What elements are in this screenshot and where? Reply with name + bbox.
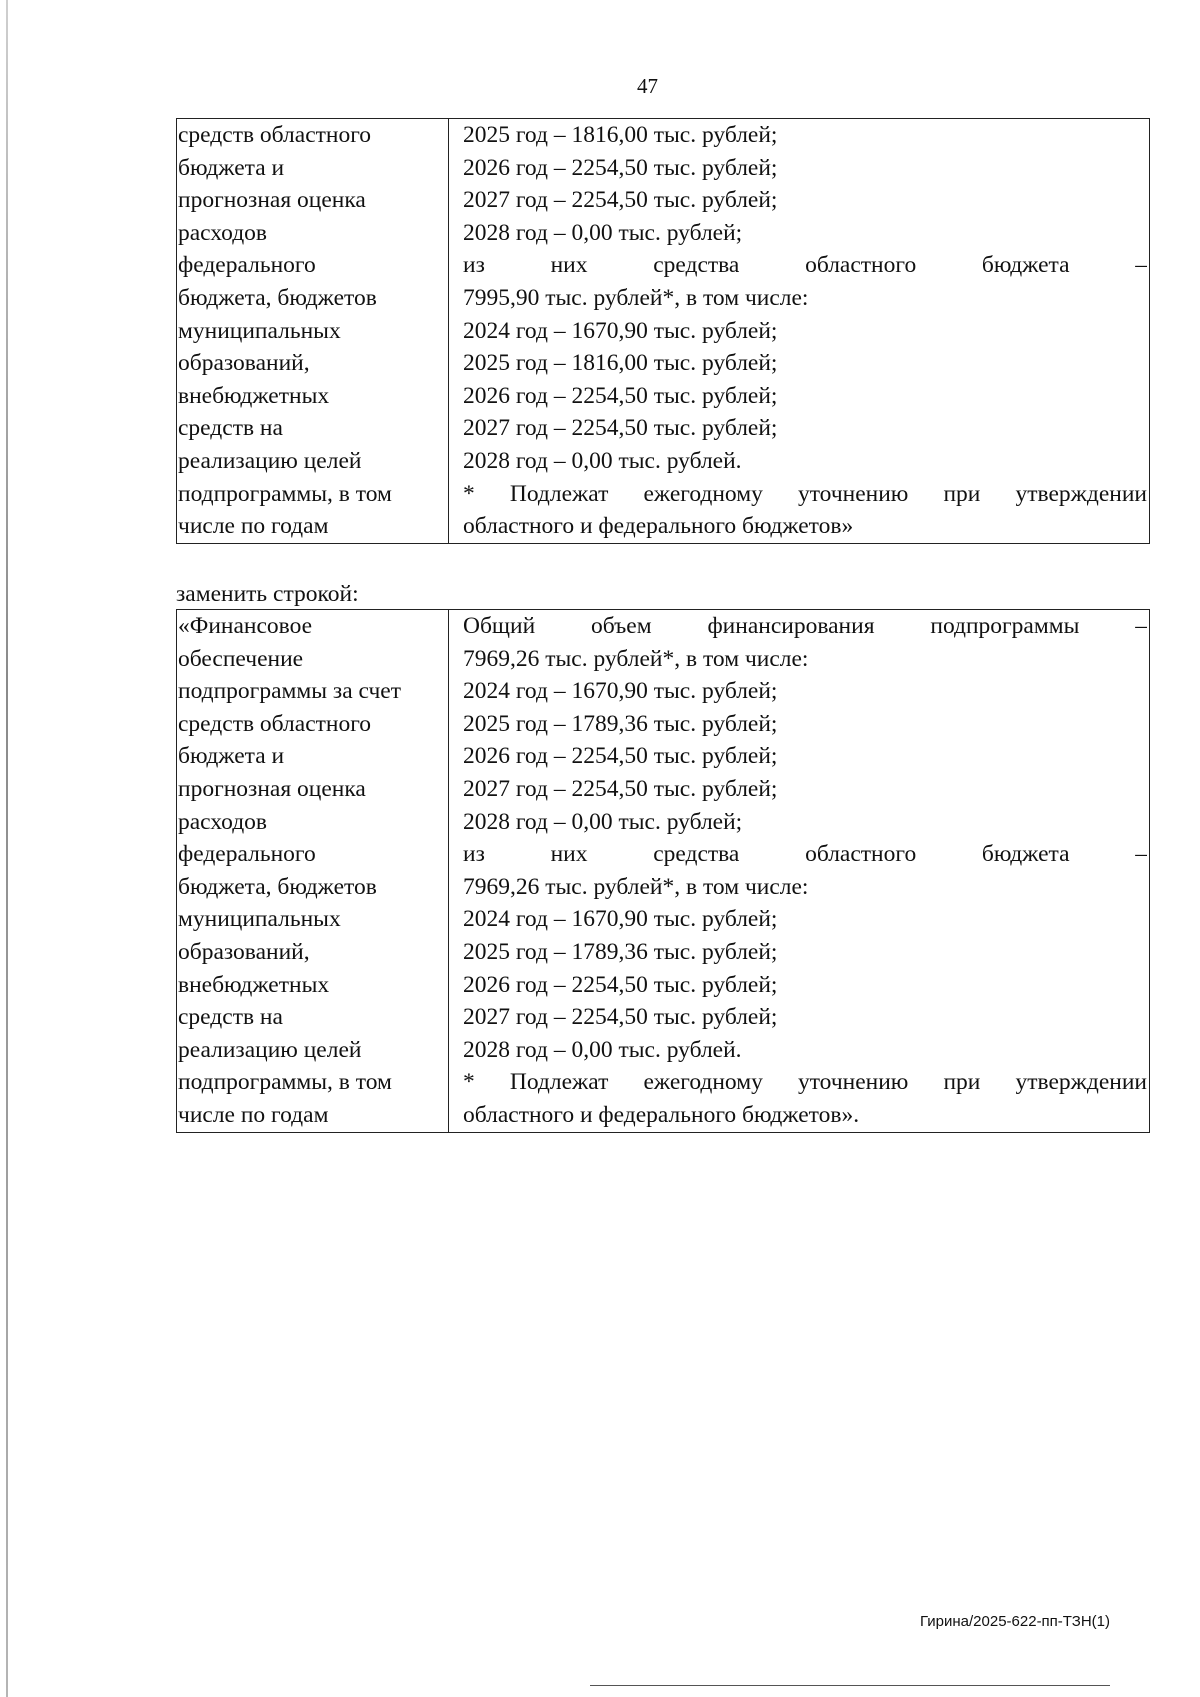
text-line: областного и федерального бюджетов» (463, 513, 854, 540)
text-line: 2025 год – 1816,00 тыс. рублей; (463, 122, 778, 148)
replace-caption: заменить строкой: (176, 581, 359, 607)
text-line: средств областного (178, 710, 372, 737)
text-line: образований, (178, 938, 310, 965)
text-line: 2028 год – 0,00 тыс. рублей; (463, 808, 743, 835)
text-line: 2024 год – 1670,90 тыс. рублей; (463, 678, 778, 705)
text-line: расходов (178, 219, 268, 246)
bottom-rule (590, 1685, 1110, 1686)
text-line: подпрограммы за счет (178, 678, 401, 705)
text-line: внебюджетных (178, 971, 330, 998)
label-cell (177, 119, 449, 544)
text-line: 7969,26 тыс. рублей*, в том числе: (463, 645, 809, 672)
text-line: 7995,90 тыс. рублей*, в том числе: (463, 284, 809, 311)
table-row (177, 119, 1150, 544)
text-line: реализацию целей (178, 447, 362, 474)
text-line: средств на (178, 415, 283, 442)
text-line: федерального (178, 841, 316, 868)
text-line: 2024 год – 1670,90 тыс. рублей; (463, 906, 778, 933)
value-cell (449, 610, 1150, 1133)
text-line: 2027 год – 2254,50 тыс. рублей; (463, 1004, 778, 1031)
text-line: 2026 год – 2254,50 тыс. рублей; (463, 382, 778, 409)
financing-table-new (176, 609, 1150, 1133)
text-line: 2026 год – 2254,50 тыс. рублей; (463, 154, 778, 181)
text-line: Общий объем финансирования подпрограммы – (463, 613, 1147, 639)
text-line: 2026 год – 2254,50 тыс. рублей; (463, 743, 778, 770)
text-line: прогнозная оценка (178, 775, 366, 802)
text-line: муниципальных (178, 906, 341, 933)
text-line: * Подлежат ежегодному уточнению при утверждении (463, 1069, 1147, 1096)
value-cell (449, 119, 1150, 544)
text-line: бюджета, бюджетов (178, 284, 377, 311)
text-line: 2028 год – 0,00 тыс. рублей. (463, 447, 742, 474)
text-line: 7969,26 тыс. рублей*, в том числе: (463, 873, 809, 900)
text-line: средств областного (178, 122, 372, 148)
text-line: муниципальных (178, 317, 341, 344)
text-line: 2025 год – 1816,00 тыс. рублей; (463, 350, 778, 377)
text-line: бюджета и (178, 154, 285, 181)
text-line: реализацию целей (178, 1036, 362, 1063)
text-line: из них средства областного бюджета – (463, 841, 1147, 868)
text-line: подпрограммы, в том (178, 480, 392, 507)
scan-edge (6, 0, 8, 1697)
text-line: 2028 год – 0,00 тыс. рублей. (463, 1036, 742, 1063)
text-line: средств на (178, 1004, 283, 1031)
text-line: расходов (178, 808, 268, 835)
text-line: обеспечение (178, 645, 304, 672)
text-line: из них средства областного бюджета – (463, 252, 1147, 279)
text-line: * Подлежат ежегодному уточнению при утверждении (463, 480, 1147, 507)
text-line: бюджета, бюджетов (178, 873, 377, 900)
text-line: 2028 год – 0,00 тыс. рублей; (463, 219, 743, 246)
text-line: внебюджетных (178, 382, 330, 409)
text-line: образований, (178, 350, 310, 377)
text-line: 2027 год – 2254,50 тыс. рублей; (463, 187, 778, 214)
text-line: 2026 год – 2254,50 тыс. рублей; (463, 971, 778, 998)
text-line: числе по годам (178, 1101, 329, 1128)
text-line: федерального (178, 252, 316, 279)
text-line: 2027 год – 2254,50 тыс. рублей; (463, 775, 778, 802)
text-line: 2024 год – 1670,90 тыс. рублей; (463, 317, 778, 344)
text-line: 2025 год – 1789,36 тыс. рублей; (463, 938, 778, 965)
text-line: 2027 год – 2254,50 тыс. рублей; (463, 415, 778, 442)
text-line: 2025 год – 1789,36 тыс. рублей; (463, 710, 778, 737)
text-line: числе по годам (178, 513, 329, 540)
table-row (177, 610, 1150, 1133)
text-line: прогнозная оценка (178, 187, 366, 214)
financing-table-old (176, 118, 1150, 544)
text-line: областного и федерального бюджетов». (463, 1101, 860, 1128)
text-line: «Финансовое (178, 613, 313, 639)
page-number: 47 (637, 74, 658, 98)
text-line: подпрограммы, в том (178, 1069, 392, 1096)
label-cell (177, 610, 449, 1133)
text-line: бюджета и (178, 743, 285, 770)
document-reference: Гирина/2025-622-пп-ТЗН(1) (920, 1613, 1111, 1630)
